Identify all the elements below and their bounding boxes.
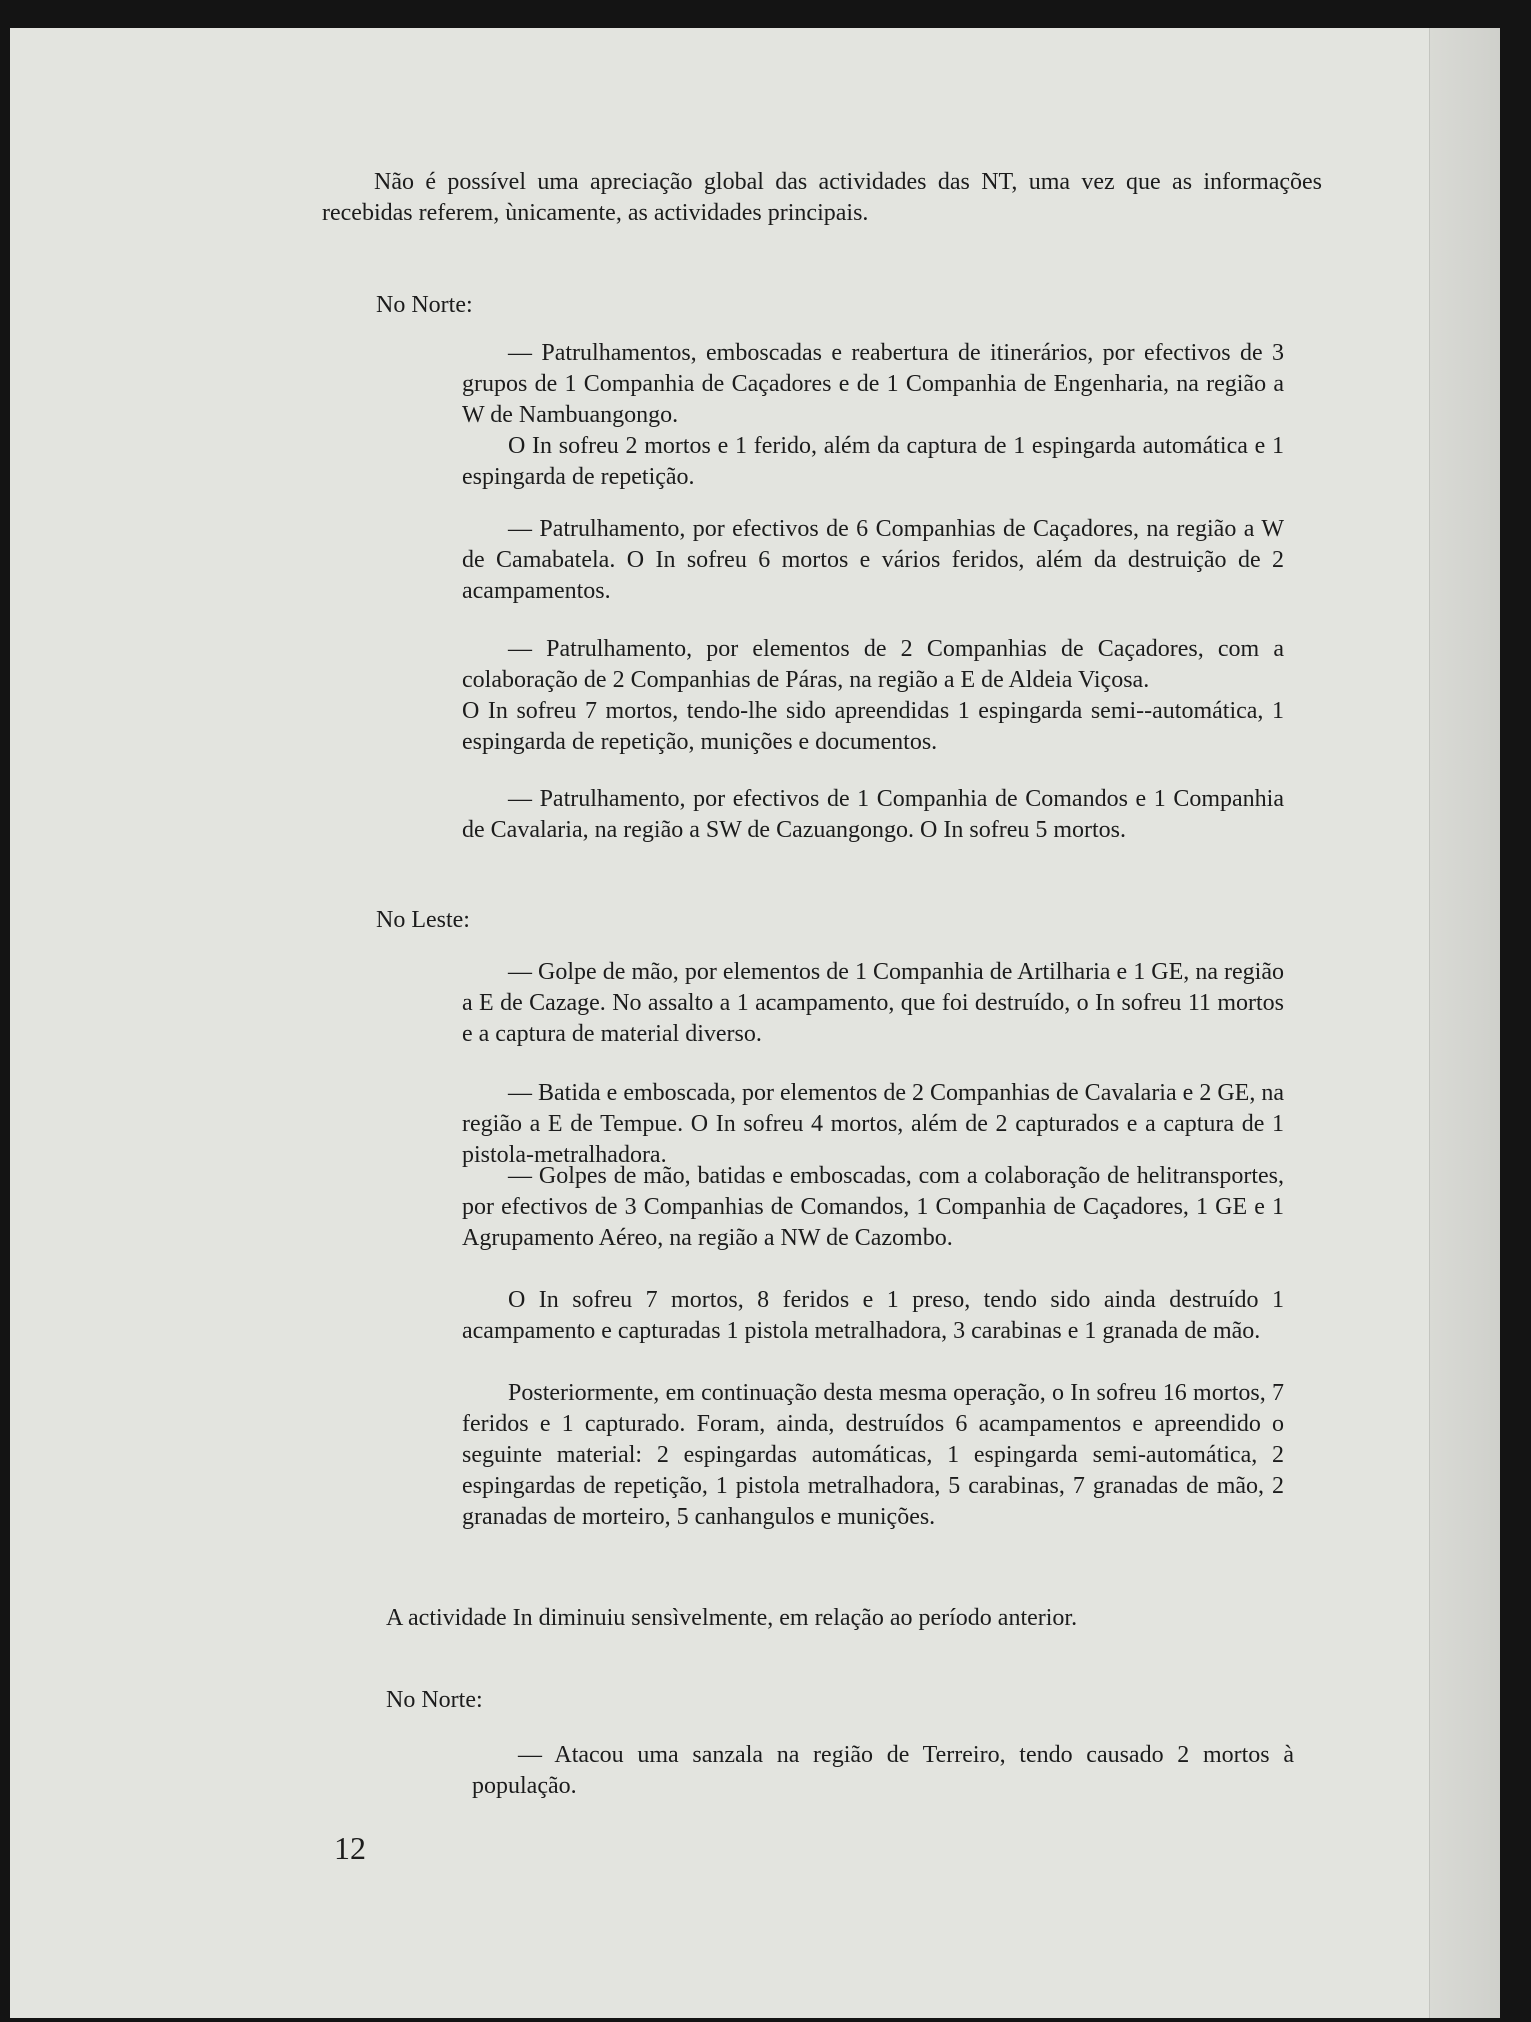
east-item-3-result: O In sofreu 7 mortos, 8 feridos e 1 preso, tendo sido ainda destruído 1 acampamento e capturadas 1 pistola metralhadora, 3 carabinas e 1 granada de mão. xyxy=(462,1287,1284,1344)
document-page xyxy=(10,28,1500,2018)
east-item-3-continuation: Posteriormente, em continuação desta mesma operação, o In sofreu 16 mortos, 7 feridos e 1 capturado. Foram, ainda, destruídos 6 acampamentos e apreendido o seguinte material: 2 espingardas automáticas, 1 espingarda semi-automática, 2 espingardas de repetição, 1 pistola metralhadora, 5 carabinas, 7 granadas de mão, 2 granadas de morteiro, 5 canhangulos e munições. xyxy=(462,1380,1284,1530)
east-item-2: — Batida e emboscada, por elementos de 2 Companhias de Cavalaria e 2 GE, na região a E de Tempue. O In sofreu 4 mortos, além de 2 capturados e a captura de 1 pistola-metralhadora. xyxy=(462,1080,1284,1168)
north-item-1-result: O In sofreu 2 mortos e 1 ferido, além da captura de 1 espingarda automática e 1 espingarda de repetição. xyxy=(462,433,1284,490)
section-heading-north-2: No Norte: xyxy=(386,1687,483,1713)
north-item-4: — Patrulhamento, por efectivos de 1 Companhia de Comandos e 1 Companhia de Cavalaria, na região a SW de Cazuangongo. O In sofreu 5 mortos. xyxy=(462,786,1284,843)
north-item-3: — Patrulhamento, por elementos de 2 Companhias de Caçadores, com a colaboração de 2 Companhias de Páras, na região a E de Aldeia Viçosa. xyxy=(462,636,1284,693)
east-item-3: — Golpes de mão, batidas e emboscadas, com a colaboração de helitransportes, por efectivos de 3 Companhias de Comandos, 1 Companhia de Caçadores, 1 GE e 1 Agrupamento Aéreo, na região a NW de Cazombo. xyxy=(462,1163,1284,1251)
east-item-1: — Golpe de mão, por elementos de 1 Companhia de Artilharia e 1 GE, na região a E de Cazage. No assalto a 1 acampamento, que foi destruído, o In sofreu 11 mortos e a captura de material diverso. xyxy=(462,959,1284,1047)
intro-paragraph: Não é possível uma apreciação global das actividades das NT, uma vez que as informações recebidas referem, ùnicamente, as actividades principais. xyxy=(322,169,1322,226)
section-heading-east: No Leste: xyxy=(376,907,470,933)
north-item-2: — Patrulhamento, por efectivos de 6 Companhias de Caçadores, na região a W de Camabatela. O In sofreu 6 mortos e vários feridos, além da destruição de 2 acampamentos. xyxy=(462,516,1284,604)
page-number: 12 xyxy=(334,1830,366,1866)
north-2-item-1: — Atacou uma sanzala na região de Terreiro, tendo causado 2 mortos à população. xyxy=(472,1742,1294,1799)
enemy-activity-summary: A actividade In diminuiu sensìvelmente, em relação ao período anterior. xyxy=(386,1605,1078,1631)
north-item-1: — Patrulhamentos, emboscadas e reabertura de itinerários, por efectivos de 3 grupos de 1 Companhia de Caçadores e de 1 Companhia de Engenharia, na região a W de Nambuangongo. xyxy=(462,340,1284,428)
page-text xyxy=(10,28,1500,2018)
north-item-3-result: O In sofreu 7 mortos, tendo-lhe sido apreendidas 1 espingarda semi--automática, 1 espingarda de repetição, munições e documentos. xyxy=(462,698,1284,755)
section-heading-north: No Norte: xyxy=(376,292,473,318)
